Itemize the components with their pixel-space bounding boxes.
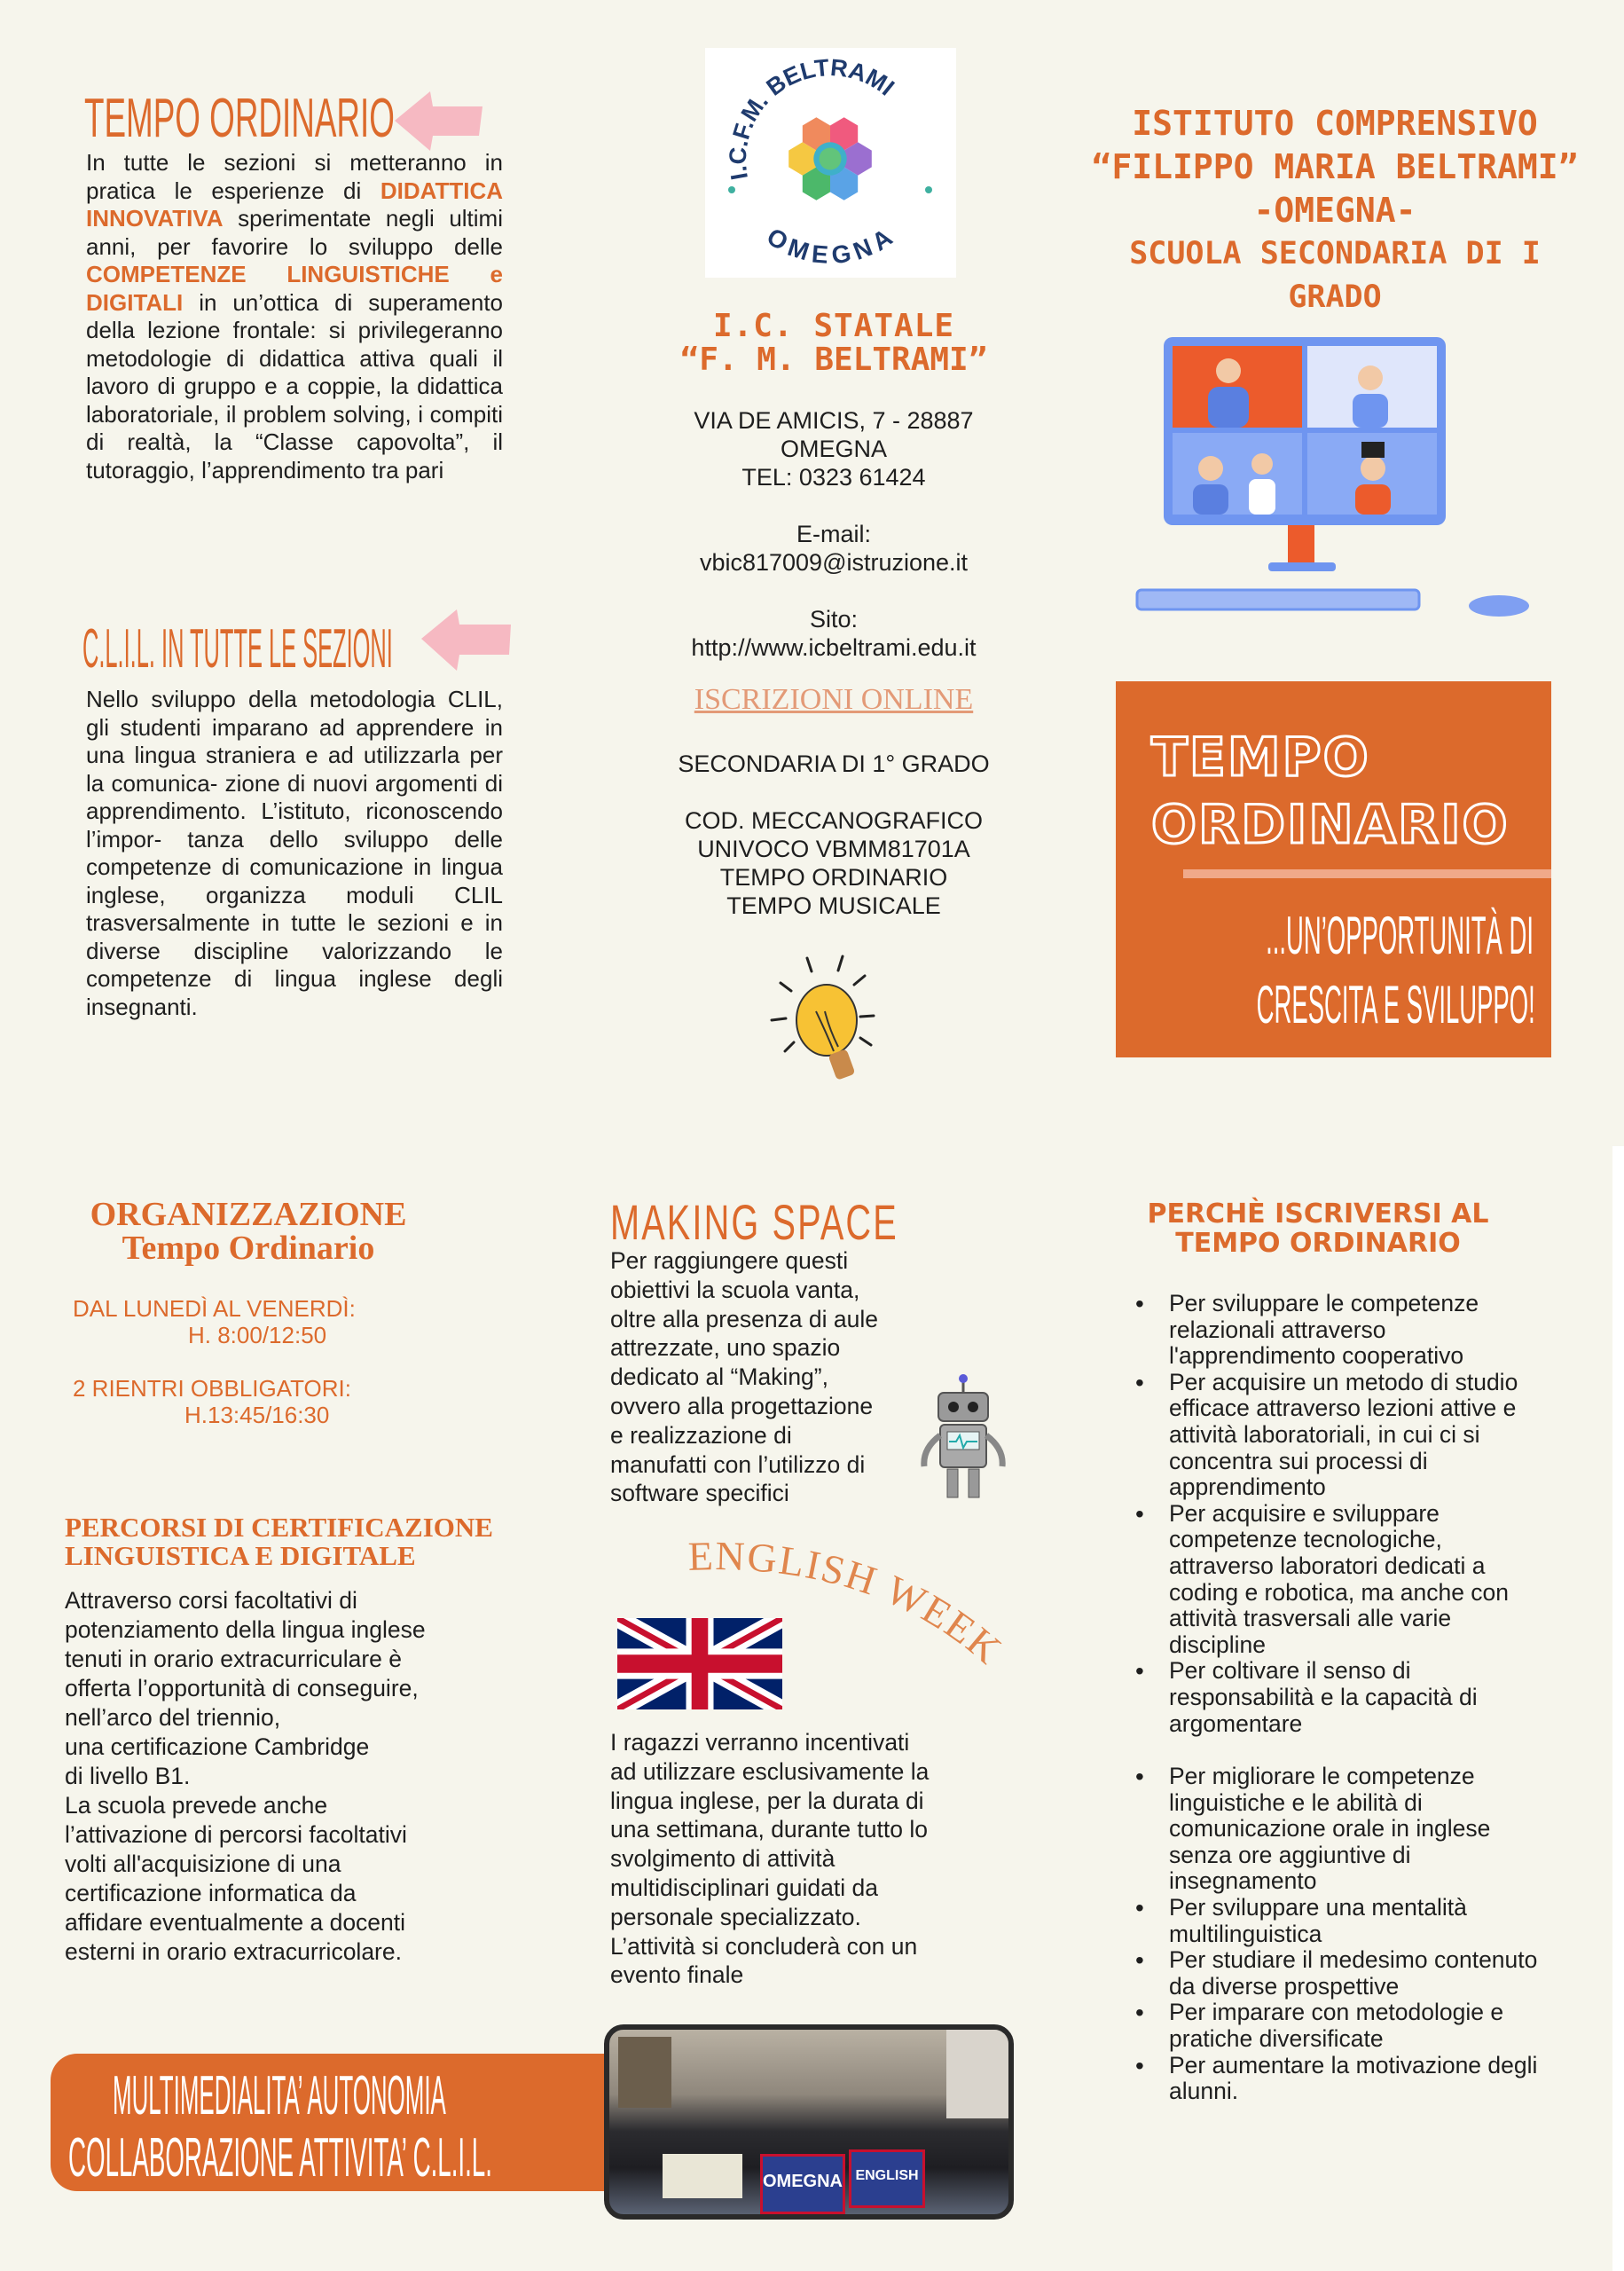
making-space-line: obiettivi la scuola vanta, xyxy=(610,1276,860,1303)
certification-title-line-1: PERCORSI DI CERTIFICAZIONE xyxy=(65,1512,493,1543)
photo-building xyxy=(946,2030,1008,2118)
english-week-line: svolgimento di attività xyxy=(610,1845,836,1873)
institute-line-3: -OMEGNA- xyxy=(1253,191,1416,230)
making-space-line: attrezzate, uno spazio xyxy=(610,1334,841,1362)
english-week-line: multidisciplinari guidati da xyxy=(610,1874,878,1901)
cover-subtitle-line-2: CRESCITA E SVILUPPO! xyxy=(1256,975,1535,1034)
certification-line: esterni in orario extracurricolare. xyxy=(65,1938,402,1965)
institute-line-1: ISTITUTO COMPRENSIVO xyxy=(1132,104,1538,143)
site-label: Sito: xyxy=(809,606,859,633)
certification-line: affidare eventualmente a docenti xyxy=(65,1909,406,1936)
making-space-paragraph xyxy=(610,1246,878,1508)
photo-sign-english: ENGLISH xyxy=(849,2149,925,2208)
clil-heading: C.L.I.L. IN TUTTE LE SEZIONI xyxy=(82,618,393,680)
banner-line-2: COLLABORAZIONE ATTIVITA’ C.L.I.L. xyxy=(68,2127,492,2188)
reason-item: • Per sviluppare una mentalità multilinguistica xyxy=(1135,1895,1552,1947)
reason-item: • Per acquisire e sviluppare competenze tecnologiche, attraverso laboratori dedicati a coding e robotica, ma anche con attività trasversali alle varie discipline xyxy=(1135,1501,1552,1659)
certification-title xyxy=(65,1513,493,1570)
school-level: SECONDARIA DI 1° GRADO xyxy=(678,750,990,777)
making-space-line: dedicato al “Making”, xyxy=(610,1363,828,1391)
tempo-ordinario-paragraph xyxy=(86,149,503,484)
highlighted-text: COMPETENZE LINGUISTICHE e DIGITALI xyxy=(86,261,503,316)
cover-subtitle-line-1: ...UN’OPPORTUNITÀ DI xyxy=(1266,906,1534,965)
english-week-line: evento finale xyxy=(610,1961,744,1989)
reason-item: • Per migliorare le competenze linguistiche e le abilità di comunicazione orale in inglese senza ore aggiuntive di insegnamento xyxy=(1135,1764,1552,1895)
reason-item: • Per acquisire un metodo di studio efficace attraverso lezioni attive e attività laboratoriali, in cui ci si concentra sui processi di apprendimento xyxy=(1135,1370,1552,1501)
pink-arrow-icon xyxy=(390,87,488,153)
organization-title-line-2: Tempo Ordinario xyxy=(122,1230,375,1267)
making-space-line: Per raggiungere questi xyxy=(610,1247,849,1274)
code-line-2: UNIVOCO VBMM81701A xyxy=(697,836,970,862)
email-link[interactable]: vbic817009@istruzione.it xyxy=(699,549,969,576)
certification-paragraph xyxy=(65,1586,426,1967)
robot-icon xyxy=(914,1373,1024,1502)
school-name-line-2: “F. M. BELTRAMI” xyxy=(679,342,988,378)
certification-title-line-2: LINGUISTICA E DIGITALE xyxy=(65,1540,416,1571)
english-week-line: personale specializzato. xyxy=(610,1903,861,1930)
certification-line: una certificazione Cambridge xyxy=(65,1733,370,1760)
days-label: DAL LUNEDÌ AL VENERDÌ: xyxy=(73,1295,356,1322)
site-link[interactable]: http://www.icbeltrami.edu.it xyxy=(691,634,977,661)
lightbulb-icon xyxy=(763,949,896,1087)
page-edge xyxy=(1612,1146,1624,2271)
option-1: TEMPO ORDINARIO xyxy=(719,864,948,891)
school-info-block xyxy=(621,750,1047,920)
highlighted-text: DIDATTICA INNOVATIVA xyxy=(86,177,503,232)
contact-block xyxy=(621,406,1047,662)
cover-title xyxy=(1151,724,1510,859)
paragraph-text: In tutte le sezioni si metteranno in pratica le esperienze di xyxy=(86,149,503,204)
certification-line: La scuola prevede anche xyxy=(65,1792,328,1819)
making-space-title: MAKING SPACE xyxy=(610,1194,898,1250)
code-line-1: COD. MECCANOGRAFICO xyxy=(684,807,983,834)
certification-line: certificazione informatica da xyxy=(65,1880,357,1906)
reason-item: • Per studiare il medesimo contenuto da diverse prospettive xyxy=(1135,1947,1552,2000)
address-line-2: OMEGNA xyxy=(780,436,887,462)
svg-text:OMEGNA: OMEGNA xyxy=(762,220,902,270)
making-space-line: e realizzazione di xyxy=(610,1421,792,1449)
reasons-list xyxy=(1135,1291,1552,2105)
days-hours: H. 8:00/12:50 xyxy=(188,1322,327,1348)
english-week-paragraph xyxy=(610,1728,929,1990)
reason-item: • Per imparare con metodologie e pratiche diversificate xyxy=(1135,2000,1552,2052)
making-space-line: ovvero alla progettazione xyxy=(610,1392,874,1419)
english-week-text: ENGLISH WEEK xyxy=(687,1535,1011,1674)
organization-title xyxy=(53,1198,443,1265)
why-enroll-title xyxy=(1123,1199,1513,1258)
why-enroll-title-line-1: PERCHÈ ISCRIVERSI AL xyxy=(1147,1198,1489,1230)
making-space-line: software specifici xyxy=(610,1480,789,1507)
certification-line: Attraverso corsi facoltativi di xyxy=(65,1587,357,1614)
email-label: E-mail: xyxy=(796,521,871,547)
institute-line-2: “FILIPPO MARIA BELTRAMI” xyxy=(1091,147,1579,186)
english-week-line: lingua inglese, per la durata di xyxy=(610,1787,924,1814)
certification-line: offerta l’opportunità di conseguire, xyxy=(65,1675,419,1701)
clil-paragraph: Nello sviluppo della metodologia CLIL, gli studenti imparano ad apprendere in una lingua straniera e ad utilizzarla per la comunica- zione di nuovi argomenti di apprendimento. L’istituto, riconoscendo l’impor- tanza dello sviluppo delle competenze di comunicazione in lingua inglese, organizza moduli CLIL trasversalmente in tutte le sezioni e in diverse discipline valorizzando le competenze di lingua inglese degli insegnanti. xyxy=(86,686,503,1020)
paragraph-text: in un’ottica di superamento della lezione frontale: si privilegeranno metodologie di didattica attiva quali il lavoro di gruppo e a coppie, la didattica laboratoriale, il problem solving, i compiti di realtà, la “Classe capovolta”, il tutoraggio, l’apprendimento tra pari xyxy=(86,288,503,483)
organization-title-line-1: ORGANIZZAZIONE xyxy=(90,1196,407,1233)
english-week-line: L’attività si concluderà con un xyxy=(610,1932,918,1960)
making-space-line: oltre alla presenza di aule xyxy=(610,1305,878,1332)
pink-arrow-icon xyxy=(417,605,514,674)
returns-label: 2 RIENTRI OBBLIGATORI: xyxy=(73,1375,351,1402)
enroll-online-link[interactable]: ISCRIZIONI ONLINE xyxy=(694,683,974,716)
certification-line: di livello B1. xyxy=(65,1763,191,1789)
institute-line-4: SCUOLA SECONDARIA DI I GRADO xyxy=(1129,236,1541,315)
photo-sign-omegna: OMEGNA xyxy=(760,2154,845,2214)
returns-hours: H.13:45/16:30 xyxy=(184,1402,330,1428)
phone: TEL: 0323 61424 xyxy=(741,464,926,491)
tempo-ordinario-heading: TEMPO ORDINARIO xyxy=(84,88,395,149)
skills-banner xyxy=(51,2054,604,2191)
certification-line: nell’arco del triennio, xyxy=(65,1704,281,1731)
reason-item: • Per aumentare la motivazione degli alunni. xyxy=(1135,2053,1552,2105)
certification-line: l’attivazione di percorsi facoltativi xyxy=(65,1821,407,1848)
why-enroll-title-line-2: TEMPO ORDINARIO xyxy=(1175,1228,1461,1259)
photo-building xyxy=(618,2037,671,2108)
english-week-line: una settimana, durante tutto lo xyxy=(610,1816,928,1843)
english-week-photo xyxy=(604,2024,1014,2220)
certification-line: tenuti in orario extracurriculare è xyxy=(65,1646,403,1672)
english-week-line: ad utilizzare esclusivamente la xyxy=(610,1757,930,1785)
english-week-line: I ragazzi verranno incentivati xyxy=(610,1729,910,1756)
banner-line-1: MULTIMEDIALITA’ AUTONOMIA xyxy=(113,2065,446,2126)
option-2: TEMPO MUSICALE xyxy=(726,892,941,919)
address-line-1: VIA DE AMICIS, 7 - 28887 xyxy=(694,407,974,434)
cover-title-line-2: ORDINARIO xyxy=(1151,794,1510,856)
schedule-block xyxy=(73,1295,356,1428)
divider-line xyxy=(1183,869,1551,878)
school-name-line-1: I.C. STATALE xyxy=(712,308,955,344)
institute-title xyxy=(1091,102,1579,319)
making-space-line: manufatti con l’utilizzo di xyxy=(610,1450,866,1478)
paragraph-text: sperimentate negli ultimi anni, per favorire lo sviluppo delle xyxy=(86,205,503,260)
svg-text:I.C.F.M. BELTRAMI: I.C.F.M. BELTRAMI xyxy=(724,53,899,183)
cover-panel xyxy=(1116,681,1551,1057)
uk-flag-icon xyxy=(617,1618,782,1709)
school-logo xyxy=(705,48,956,278)
certification-line: potenziamento della lingua inglese xyxy=(65,1616,426,1643)
reason-item: • Per coltivare il senso di responsabilità e la capacità di argomentare xyxy=(1135,1658,1552,1737)
video-call-monitor-illustration xyxy=(1135,335,1539,624)
certification-line: volti all'acquisizione di una xyxy=(65,1851,341,1877)
photo-poster xyxy=(663,2154,742,2198)
cover-title-line-1: TEMPO xyxy=(1151,727,1370,789)
reason-item: • Per sviluppare le competenze relazionali attraverso l'apprendimento cooperativo xyxy=(1135,1291,1552,1370)
